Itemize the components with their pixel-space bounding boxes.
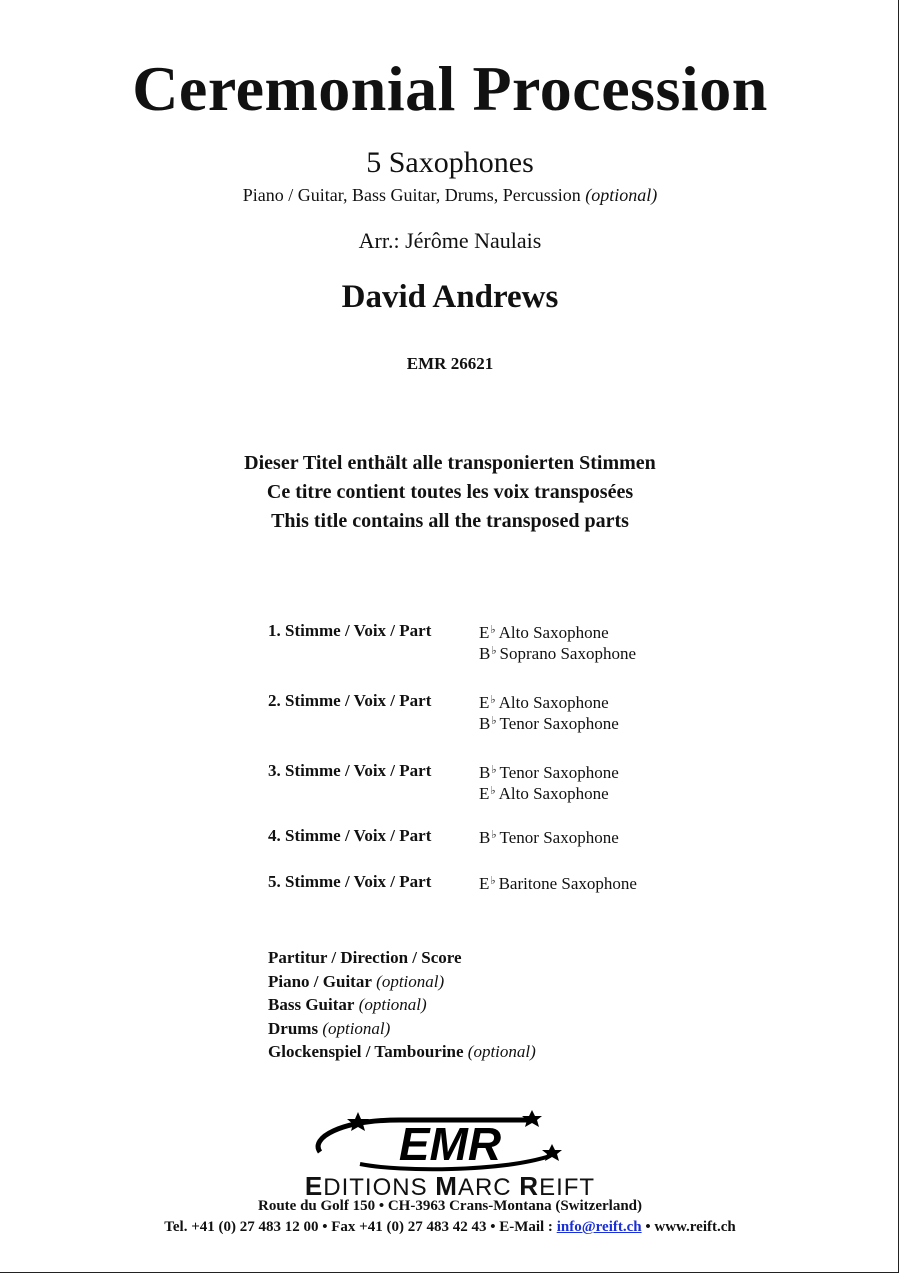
part-label: 3. Stimme / Voix / Part [268, 761, 432, 780]
instrumentation [0, 185, 900, 206]
part-instruments [479, 872, 637, 893]
extras-item: Glockenspiel / Tambourine (optional) [268, 1042, 536, 1061]
flat-symbol: ♭ [491, 715, 497, 727]
publisher-address: Route du Golf 150 • CH-3963 Crans-Montana (Switzerland) [258, 1198, 642, 1214]
extras-item: Piano / Guitar (optional) [268, 971, 445, 991]
flat-symbol: ♭ [490, 875, 496, 887]
page-title: Ceremonial Procession [132, 53, 768, 124]
notice-english: This title contains all the transposed parts [271, 510, 629, 532]
extras-item: Drums (optional) [268, 1018, 391, 1038]
flat-symbol: ♭ [490, 624, 496, 636]
extras-list [268, 946, 536, 1064]
part-instruments [479, 826, 619, 847]
part-label: 5. Stimme / Voix / Part [268, 872, 432, 891]
part-instrument: E♭ Alto Saxophone [479, 784, 609, 803]
flat-symbol: ♭ [491, 829, 497, 841]
part-instrument: B♭ Tenor Saxophone [479, 714, 619, 733]
instrumentation-optional: (optional) [585, 185, 658, 205]
ensemble: 5 Saxophones [366, 146, 534, 179]
part-instrument: E♭ Alto Saxophone [479, 693, 609, 712]
notice-french: Ce titre contient toutes les voix transposées [266, 481, 634, 503]
publisher-name: EDITIONS MARC REIFT [304, 1171, 596, 1201]
part-instrument: B♭ Tenor Saxophone [479, 763, 619, 782]
part-label: 1. Stimme / Voix / Part [268, 621, 432, 640]
emr-logo [300, 1108, 600, 1176]
part-label: 2. Stimme / Voix / Part [268, 691, 432, 710]
logo-text: EMR [398, 1118, 502, 1170]
part-instruments [479, 691, 619, 733]
email-link[interactable]: info@reift.ch [556, 1219, 642, 1235]
extras-item: Partitur / Direction / Score [268, 948, 462, 967]
notice-german: Dieser Titel enthält alle transponierten Stimmen [244, 452, 656, 474]
part-instruments [479, 761, 619, 803]
star-icon [347, 1112, 369, 1131]
composer: David Andrews [341, 279, 559, 315]
flat-symbol: ♭ [491, 645, 497, 657]
part-label: 4. Stimme / Voix / Part [268, 826, 432, 845]
instrumentation-text: Piano / Guitar, Bass Guitar, Drums, Percussion [242, 185, 581, 205]
part-instrument: E♭ Baritone Saxophone [479, 874, 637, 893]
flat-symbol: ♭ [491, 764, 497, 776]
extras-item: Bass Guitar (optional) [268, 995, 427, 1014]
flat-symbol: ♭ [490, 785, 496, 797]
part-instrument: B♭ Tenor Saxophone [479, 828, 619, 847]
part-instruments [479, 621, 636, 663]
arranger: Arr.: Jérôme Naulais [358, 228, 542, 253]
part-instrument: E♭ Alto Saxophone [479, 623, 609, 642]
part-instrument: B♭ Soprano Saxophone [479, 644, 637, 663]
publisher-contact: Tel. +41 (0) 27 483 12 00 • Fax +41 (0) 27 483 42 43 • E-Mail : info@reift.ch • www.reift.ch [164, 1219, 736, 1235]
flat-symbol: ♭ [490, 694, 496, 706]
catalog-number: EMR 26621 [406, 354, 494, 373]
